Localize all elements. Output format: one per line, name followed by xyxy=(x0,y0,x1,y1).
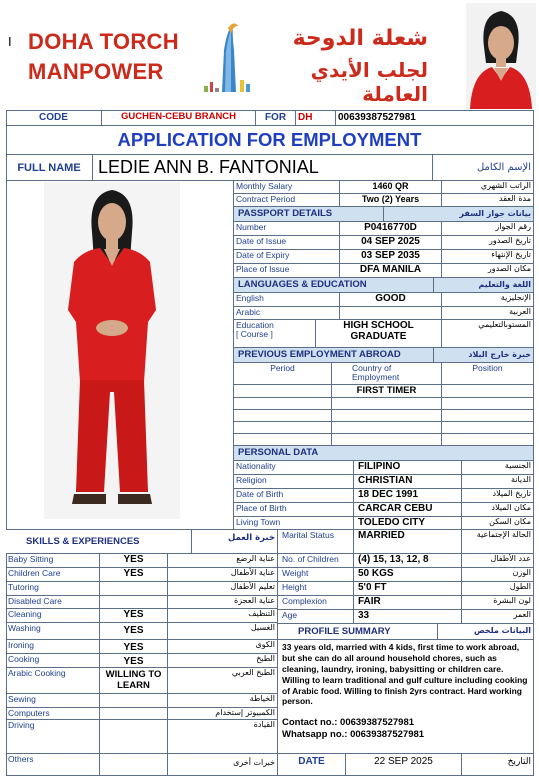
birth-date-label: Date of Birth xyxy=(234,489,354,503)
skill-value-others xyxy=(100,754,168,776)
marital-status-value: MARRIED xyxy=(354,530,462,554)
skill-arabic-ironing: الكوى xyxy=(168,640,278,654)
date-value: 22 SEP 2025 xyxy=(346,754,462,776)
skill-label-cleaning: Cleaning xyxy=(6,609,100,623)
salary-arabic: الراتب الشهري xyxy=(442,181,534,194)
birth-date-value: 18 DEC 1991 xyxy=(354,489,462,503)
profile-summary-box xyxy=(278,640,534,754)
prev-row-3-period xyxy=(234,410,332,422)
weight-arabic: الوزن xyxy=(462,568,534,582)
education-label-line2: [ Course ] xyxy=(236,328,273,339)
profile-summary-title-arabic: البيانات ملخص xyxy=(438,624,534,640)
arabic-arabic: العربية xyxy=(442,307,534,320)
passport-number-value: P0416770D xyxy=(340,222,442,236)
header-marker: I xyxy=(8,34,12,49)
living-town-label: Living Town xyxy=(234,517,354,530)
complexion-value: FAIR xyxy=(354,596,462,610)
passport-place-arabic: مكان الصدور xyxy=(442,264,534,278)
prev-col-country-line1: Country of xyxy=(352,363,392,373)
passport-number-label: Number xyxy=(234,222,340,236)
skill-label-washing: Washing xyxy=(6,623,100,640)
nationality-arabic: الجنسية xyxy=(462,461,534,475)
religion-arabic: الديانة xyxy=(462,475,534,489)
nationality-label: Nationality xyxy=(234,461,354,475)
skill-label-tutoring: Tutoring xyxy=(6,582,100,596)
prev-row-5-period xyxy=(234,434,332,446)
skill-value-arabic-cooking: WILLING TO LEARN xyxy=(100,668,168,694)
prev-row-1-position xyxy=(442,385,534,398)
complexion-arabic: لون البشرة xyxy=(462,596,534,610)
prev-row-4-period xyxy=(234,422,332,434)
marital-status-label: Marital Status xyxy=(278,530,354,554)
passport-expiry-label: Date of Expiry xyxy=(234,250,340,264)
for-value: DH xyxy=(296,111,336,126)
passport-number-arabic: رقم الجواز xyxy=(442,222,534,236)
skill-arabic-arabic-cooking: الطبخ العربي xyxy=(168,668,278,694)
skill-arabic-driving: القيادة xyxy=(168,720,278,754)
previous-employment-title: PREVIOUS EMPLOYMENT ABROAD xyxy=(234,348,434,363)
for-label: FOR xyxy=(256,111,296,126)
profile-summary-text: 33 years old, married with 4 kids, first time to work abroad, but she can do all around household chores, such as cleaning, laundry, ironing, babysitting or children care. Willing to learn traditional and gulf culture including cooking of Arabic food. Willing to finish 2yrs contract. Hard working person. xyxy=(282,642,528,707)
skill-value-sewing xyxy=(100,694,168,708)
birth-place-arabic: مكان الميلاد xyxy=(462,503,534,517)
english-arabic: الإنجليزية xyxy=(442,293,534,307)
personal-data-title: PERSONAL DATA xyxy=(234,446,534,461)
skill-value-children-care: YES xyxy=(100,568,168,582)
languages-section-title: LANGUAGES & EDUCATION xyxy=(234,278,434,293)
nationality-value: FILIPINO xyxy=(354,461,462,475)
living-town-arabic: مكان السكن xyxy=(462,517,534,530)
salary-label: Monthly Salary xyxy=(234,181,340,194)
prev-row-1-period xyxy=(234,385,332,398)
full-name-arabic: الإسم الكامل xyxy=(433,155,534,181)
age-arabic: العمر xyxy=(462,610,534,624)
skill-label-arabic-cooking: Arabic Cooking xyxy=(6,668,100,694)
full-body-photo-frame xyxy=(6,181,234,530)
height-label: Height xyxy=(278,582,354,596)
skill-value-baby-sitting: YES xyxy=(100,554,168,568)
age-value: 33 xyxy=(354,610,462,624)
birth-place-value: CARCAR CEBU xyxy=(354,503,462,517)
passport-expiry-arabic: تاريخ الإنتهاء xyxy=(442,250,534,264)
education-value-line2: GRADUATE xyxy=(350,330,407,342)
torch-tower-logo xyxy=(200,20,254,94)
skill-label-others: Others xyxy=(6,754,100,776)
skill-arabic-cleaning: التنظيف xyxy=(168,609,278,623)
passport-expiry-value: 03 SEP 2035 xyxy=(340,250,442,264)
headshot-photo xyxy=(466,3,536,109)
passport-section-title-arabic: بيانات جواز السفر xyxy=(384,207,534,222)
branch-value: GUCHEN-CEBU BRANCH xyxy=(102,111,256,126)
skill-label-sewing: Sewing xyxy=(6,694,100,708)
skill-arabic-cooking: الطبخ xyxy=(168,654,278,668)
skill-value-cleaning: YES xyxy=(100,609,168,623)
contract-period-label: Contract Period xyxy=(234,194,340,207)
salary-value: 1460 QR xyxy=(340,181,442,194)
children-value: (4) 15, 13, 12, 8 xyxy=(354,554,462,568)
skill-arabic-baby-sitting: عناية الرضع xyxy=(168,554,278,568)
date-arabic: التاريخ xyxy=(462,754,534,776)
skill-arabic-disabled-care: عناية العجزة xyxy=(168,596,278,609)
weight-label: Weight xyxy=(278,568,354,582)
marital-status-arabic: الحالة الإجتماعية xyxy=(462,530,534,554)
skill-arabic-children-care: عناية الأطفال xyxy=(168,568,278,582)
english-label: English xyxy=(234,293,340,307)
prev-row-2-period xyxy=(234,398,332,410)
prev-col-country xyxy=(332,363,442,385)
education-value xyxy=(316,320,442,348)
english-value: GOOD xyxy=(340,293,442,307)
skill-value-ironing: YES xyxy=(100,640,168,654)
skill-label-cooking: Cooking xyxy=(6,654,100,668)
date-label: DATE xyxy=(278,754,346,776)
birth-date-arabic: تاريخ الميلاد xyxy=(462,489,534,503)
passport-section-title: PASSPORT DETAILS xyxy=(234,207,384,222)
languages-section-title-arabic: اللغة والتعليم xyxy=(434,278,534,293)
skill-label-children-care: Children Care xyxy=(6,568,100,582)
skill-label-ironing: Ironing xyxy=(6,640,100,654)
form-title: APPLICATION FOR EMPLOYMENT xyxy=(6,126,534,155)
prev-row-1-country: FIRST TIMER xyxy=(332,385,442,398)
company-name-line2: MANPOWER xyxy=(28,59,164,84)
code-phone: 00639387527981 xyxy=(336,111,534,126)
skill-arabic-others: خبرات أخرى xyxy=(168,754,278,776)
arabic-company-name-line2: لجلب الأيدي العاملة xyxy=(310,58,428,106)
prev-row-3-country xyxy=(332,410,442,422)
code-label: CODE xyxy=(6,111,102,126)
age-label: Age xyxy=(278,610,354,624)
skill-value-washing: YES xyxy=(100,623,168,640)
children-arabic: عدد الأطفال xyxy=(462,554,534,568)
skill-label-computers: Computers xyxy=(6,708,100,720)
skill-value-disabled-care xyxy=(100,596,168,609)
prev-row-4-country xyxy=(332,422,442,434)
profile-summary-title: PROFILE SUMMARY xyxy=(278,624,438,640)
education-value-line1: HIGH SCHOOL xyxy=(343,320,414,331)
company-name-line1: DOHA TORCH xyxy=(28,29,179,54)
arabic-label: Arabic xyxy=(234,307,340,320)
passport-issue-label: Date of Issue xyxy=(234,236,340,250)
skill-arabic-sewing: الخياطة xyxy=(168,694,278,708)
prev-row-2-country xyxy=(332,398,442,410)
education-label-line1: Education xyxy=(236,320,274,330)
prev-row-2-position xyxy=(442,398,534,410)
living-town-value: TOLEDO CITY xyxy=(354,517,462,530)
prev-row-5-country xyxy=(332,434,442,446)
skill-arabic-washing: الغسيل xyxy=(168,623,278,640)
contract-period-arabic: مدة العقد xyxy=(442,194,534,207)
weight-value: 50 KGS xyxy=(354,568,462,582)
complexion-label: Complexion xyxy=(278,596,354,610)
birth-place-label: Place of Birth xyxy=(234,503,354,517)
full-name-value: LEDIE ANN B. FANTONIAL xyxy=(93,155,433,181)
profile-contact: Contact no.: 00639387527981 xyxy=(282,717,415,729)
religion-value: CHRISTIAN xyxy=(354,475,462,489)
skill-value-driving xyxy=(100,720,168,754)
skills-section-title-arabic: خبرة العمل xyxy=(192,530,278,554)
contract-period-value: Two (2) Years xyxy=(340,194,442,207)
prev-col-country-line2: Employment xyxy=(352,371,400,382)
education-label xyxy=(234,320,316,348)
height-value: 5'0 FT xyxy=(354,582,462,596)
skill-value-tutoring xyxy=(100,582,168,596)
passport-place-label: Place of Issue xyxy=(234,264,340,278)
prev-row-3-position xyxy=(442,410,534,422)
skill-label-disabled-care: Disabled Care xyxy=(6,596,100,609)
skill-value-cooking: YES xyxy=(100,654,168,668)
passport-issue-arabic: تاريخ الصدور xyxy=(442,236,534,250)
skill-label-driving: Driving xyxy=(6,720,100,754)
skill-arabic-tutoring: تعليم الأطفال xyxy=(168,582,278,596)
skill-label-baby-sitting: Baby Sitting xyxy=(6,554,100,568)
education-arabic: المستوىالتعليمي xyxy=(442,320,534,348)
prev-row-4-position xyxy=(442,422,534,434)
children-label: No. of Children xyxy=(278,554,354,568)
passport-issue-value: 04 SEP 2025 xyxy=(340,236,442,250)
full-name-label: FULL NAME xyxy=(6,155,93,181)
prev-col-period: Period xyxy=(234,363,332,385)
previous-employment-title-arabic: خبرة خارج البلاد xyxy=(434,348,534,363)
skills-section-title: SKILLS & EXPERIENCES xyxy=(6,530,192,554)
arabic-value xyxy=(340,307,442,320)
arabic-company-name-line1: شعلة الدوحة xyxy=(292,26,428,51)
religion-label: Religion xyxy=(234,475,354,489)
height-arabic: الطول xyxy=(462,582,534,596)
prev-col-position: Position xyxy=(442,363,534,385)
passport-place-value: DFA MANILA xyxy=(340,264,442,278)
prev-row-5-position xyxy=(442,434,534,446)
profile-whatsapp: Whatsapp no.: 00639387527981 xyxy=(282,729,425,741)
full-body-photo xyxy=(44,182,180,519)
skill-arabic-computers: الكمبيوتر إستخدام xyxy=(168,708,278,720)
skill-value-computers xyxy=(100,708,168,720)
